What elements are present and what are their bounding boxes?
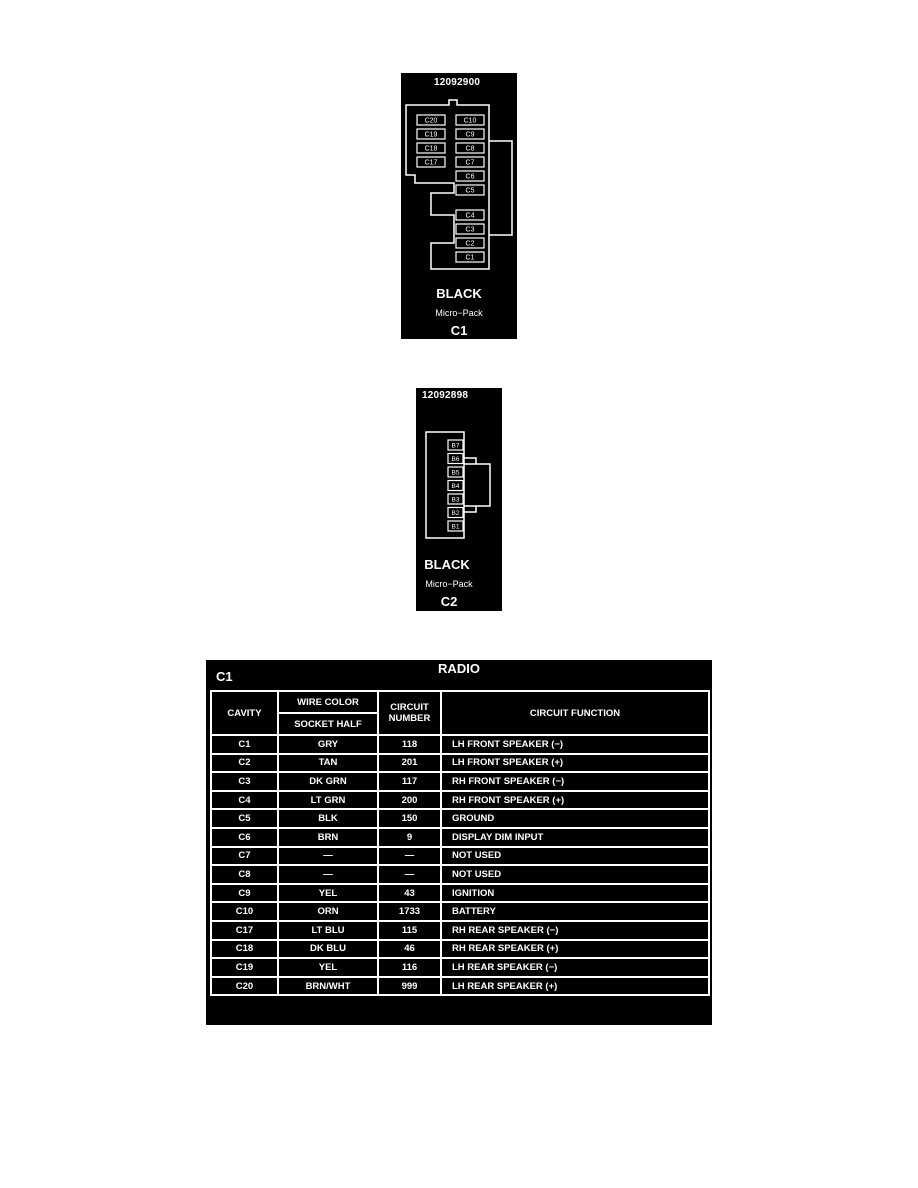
cavity-c19-label: C19 — [424, 131, 438, 139]
cavity-c20-label: C20 — [424, 117, 438, 125]
table-connector-id: C1 — [216, 669, 233, 684]
cell-wire-color: — — [278, 847, 378, 866]
table-row — [211, 958, 709, 977]
cell-circuit-number: 201 — [378, 754, 441, 773]
cell-circuit-number: 999 — [378, 977, 441, 996]
table-row — [211, 828, 709, 847]
cell-circuit-number: 116 — [378, 958, 441, 977]
cell-cavity: C19 — [211, 958, 278, 977]
cell-circuit-function: RH REAR SPEAKER (+) — [441, 940, 709, 959]
cavity-b4-label: B4 — [451, 482, 460, 490]
cell-cavity: C7 — [211, 847, 278, 866]
cell-wire-color: DK GRN — [278, 772, 378, 791]
cavity-c3-label: C3 — [465, 226, 475, 234]
cell-cavity: C18 — [211, 940, 278, 959]
cell-wire-color: BRN/WHT — [278, 977, 378, 996]
c2-id-label: C2 — [440, 594, 458, 609]
cavity-b7-label: B7 — [451, 442, 460, 450]
cell-cavity: C4 — [211, 791, 278, 810]
cell-wire-color: LT GRN — [278, 791, 378, 810]
table-row — [211, 809, 709, 828]
cell-cavity: C2 — [211, 754, 278, 773]
cell-circuit-function: RH FRONT SPEAKER (−) — [441, 772, 709, 791]
cavity-b1-label: B1 — [451, 523, 460, 531]
header-socket-half: SOCKET HALF — [278, 713, 378, 735]
cell-wire-color: GRY — [278, 735, 378, 754]
header-circuit-function: CIRCUIT FUNCTION — [441, 691, 709, 735]
table-title: RADIO — [438, 661, 480, 676]
cell-wire-color: ORN — [278, 902, 378, 921]
cavity-c5-label: C5 — [465, 187, 475, 195]
cell-circuit-number: — — [378, 865, 441, 884]
cell-cavity: C9 — [211, 884, 278, 903]
cavity-b2-label: B2 — [451, 509, 460, 517]
table-row — [211, 847, 709, 866]
cell-cavity: C6 — [211, 828, 278, 847]
table-row — [211, 735, 709, 754]
c1-color-label: BLACK — [436, 286, 482, 301]
cell-circuit-function: GROUND — [441, 809, 709, 828]
cell-circuit-function: RH FRONT SPEAKER (+) — [441, 791, 709, 810]
header-circuit-line2: NUMBER — [388, 713, 431, 724]
cell-cavity: C5 — [211, 809, 278, 828]
table-row — [211, 791, 709, 810]
cell-wire-color: YEL — [278, 958, 378, 977]
c2-color-label: BLACK — [424, 557, 470, 572]
cavity-b5-label: B5 — [451, 469, 460, 477]
cell-circuit-number: 200 — [378, 791, 441, 810]
pinout-table — [210, 690, 710, 996]
header-circuit-line1: CIRCUIT — [390, 702, 429, 713]
cell-circuit-function: LH FRONT SPEAKER (−) — [441, 735, 709, 754]
cavity-b6-label: B6 — [451, 455, 460, 463]
table-row — [211, 921, 709, 940]
cell-circuit-number: 1733 — [378, 902, 441, 921]
connector-c1-panel — [401, 73, 517, 339]
table-row — [211, 772, 709, 791]
c1-id-label: C1 — [450, 323, 468, 338]
cell-cavity: C20 — [211, 977, 278, 996]
cell-circuit-number: 43 — [378, 884, 441, 903]
cavity-c8-label: C8 — [465, 145, 475, 153]
header-circuit-number — [378, 691, 441, 735]
cell-wire-color: YEL — [278, 884, 378, 903]
cavity-c17-label: C17 — [424, 159, 438, 167]
cavity-c9-label: C9 — [465, 131, 475, 139]
table-row — [211, 940, 709, 959]
c2-latch-bracket — [464, 464, 490, 506]
table-row — [211, 884, 709, 903]
c1-latch-bracket — [489, 141, 512, 235]
cell-circuit-number: 117 — [378, 772, 441, 791]
cell-cavity: C1 — [211, 735, 278, 754]
cell-wire-color: — — [278, 865, 378, 884]
cell-circuit-function: NOT USED — [441, 847, 709, 866]
cell-circuit-function: BATTERY — [441, 902, 709, 921]
cell-circuit-function: NOT USED — [441, 865, 709, 884]
cell-circuit-function: LH REAR SPEAKER (−) — [441, 958, 709, 977]
cavity-c4-label: C4 — [465, 212, 475, 220]
cell-circuit-number: 46 — [378, 940, 441, 959]
cell-circuit-function: LH REAR SPEAKER (+) — [441, 977, 709, 996]
c2-latch-step — [464, 458, 476, 512]
c2-part-number: 12092898 — [422, 390, 469, 401]
cell-circuit-number: 115 — [378, 921, 441, 940]
cell-cavity: C3 — [211, 772, 278, 791]
cell-circuit-number: 118 — [378, 735, 441, 754]
cavity-c1-label: C1 — [465, 254, 475, 262]
cell-wire-color: BLK — [278, 809, 378, 828]
radio-pinout-table-box — [206, 660, 712, 1025]
c1-part-number: 12092900 — [434, 77, 481, 88]
table-row — [211, 902, 709, 921]
connector-c2-diagram — [416, 388, 502, 611]
cell-wire-color: TAN — [278, 754, 378, 773]
cell-circuit-function: IGNITION — [441, 884, 709, 903]
table-row — [211, 754, 709, 773]
cell-circuit-function: DISPLAY DIM INPUT — [441, 828, 709, 847]
connector-c2-panel — [416, 388, 502, 611]
cavity-c2-label: C2 — [465, 240, 475, 248]
cell-circuit-number: 150 — [378, 809, 441, 828]
cell-circuit-function: LH FRONT SPEAKER (+) — [441, 754, 709, 773]
c1-type-label: Micro−Pack — [435, 308, 483, 318]
c2-type-label: Micro−Pack — [425, 579, 473, 589]
table-row — [211, 977, 709, 996]
cavity-c18-label: C18 — [424, 145, 438, 153]
cell-cavity: C8 — [211, 865, 278, 884]
header-cavity: CAVITY — [211, 691, 278, 735]
cell-cavity: C17 — [211, 921, 278, 940]
cavity-b3-label: B3 — [451, 496, 460, 504]
cell-circuit-number: — — [378, 847, 441, 866]
cell-circuit-function: RH REAR SPEAKER (−) — [441, 921, 709, 940]
cavity-c10-label: C10 — [463, 117, 477, 125]
cell-cavity: C10 — [211, 902, 278, 921]
table-row — [211, 865, 709, 884]
cavity-c7-label: C7 — [465, 159, 475, 167]
cavity-c6-label: C6 — [465, 173, 475, 181]
cell-wire-color: DK BLU — [278, 940, 378, 959]
cell-circuit-number: 9 — [378, 828, 441, 847]
header-wire-color: WIRE COLOR — [278, 691, 378, 713]
cell-wire-color: BRN — [278, 828, 378, 847]
cell-wire-color: LT BLU — [278, 921, 378, 940]
